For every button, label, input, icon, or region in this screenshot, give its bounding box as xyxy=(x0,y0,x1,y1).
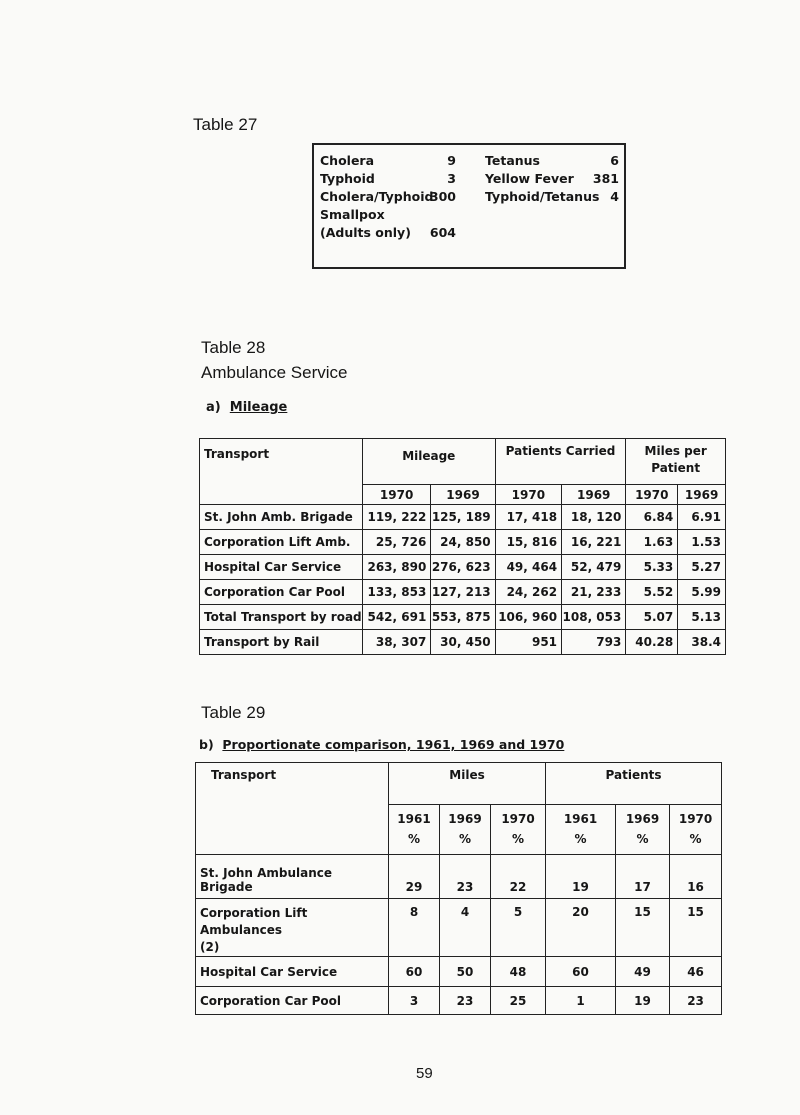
t29-h-p69: 1969 % xyxy=(616,805,670,855)
t28-y1970-mileage: 1970 xyxy=(362,485,430,505)
cell: 38.4 xyxy=(678,630,726,655)
table29 xyxy=(195,762,722,1015)
table-row xyxy=(196,957,722,987)
cell: 133, 853 xyxy=(362,580,430,605)
cell: 1.63 xyxy=(626,530,678,555)
cell: 5 xyxy=(491,899,546,957)
cell: 46 xyxy=(670,957,722,987)
t28-y1969-mpp: 1969 xyxy=(678,485,726,505)
cell: 49, 464 xyxy=(495,555,561,580)
page-number: 59 xyxy=(416,1065,433,1082)
cell: 5.27 xyxy=(678,555,726,580)
cell: 951 xyxy=(495,630,561,655)
cell: 6.84 xyxy=(626,505,678,530)
row-name: Corporation Car Pool xyxy=(196,987,389,1015)
cell: 793 xyxy=(562,630,626,655)
table29-title: Table 29 xyxy=(201,703,266,722)
cell: 5.07 xyxy=(626,605,678,630)
cell: 106, 960 xyxy=(495,605,561,630)
row-name: St. John Amb. Brigade xyxy=(200,505,363,530)
table-row xyxy=(196,899,722,957)
row-name: Hospital Car Service xyxy=(200,555,363,580)
cell: 15, 816 xyxy=(495,530,561,555)
cell: 6.91 xyxy=(678,505,726,530)
t28-header-mileage: Mileage xyxy=(362,439,495,485)
cell: 23 xyxy=(440,987,491,1015)
cell: 5.52 xyxy=(626,580,678,605)
cell: 1 xyxy=(546,987,616,1015)
table27-box: Cholera 9 Typhoid 3 Cholera/Typhoid 300 Smallpox (Adults only) 604 Tetanus 6 Yellow Fever 381 Typhoid/Tetanus 4 xyxy=(312,143,626,269)
table28-subtitle: Ambulance Service xyxy=(201,363,348,382)
cell: 48 xyxy=(491,957,546,987)
table-row xyxy=(200,555,726,580)
table27-title: Table 27 xyxy=(193,115,258,134)
cell: 23 xyxy=(670,987,722,1015)
cell: 1.53 xyxy=(678,530,726,555)
row-name: Corporation Car Pool xyxy=(200,580,363,605)
cell: 25, 726 xyxy=(362,530,430,555)
table-row xyxy=(200,605,726,630)
cell: 4 xyxy=(440,899,491,957)
cell: 17 xyxy=(616,855,670,899)
cell: 24, 262 xyxy=(495,580,561,605)
cell: 60 xyxy=(546,957,616,987)
t28-y1970-mpp: 1970 xyxy=(626,485,678,505)
cell: 60 xyxy=(389,957,440,987)
t28-header-transport: Transport xyxy=(200,439,363,505)
table-row xyxy=(200,630,726,655)
cell: 22 xyxy=(491,855,546,899)
cell: 16, 221 xyxy=(562,530,626,555)
row-name: St. John Ambulance Brigade xyxy=(196,855,389,899)
table-row xyxy=(200,580,726,605)
cell: 18, 120 xyxy=(562,505,626,530)
table28-section: a) Mileage xyxy=(206,400,288,415)
table-row xyxy=(196,987,722,1015)
cell: 50 xyxy=(440,957,491,987)
table28 xyxy=(199,438,726,655)
cell: 52, 479 xyxy=(562,555,626,580)
cell: 24, 850 xyxy=(431,530,495,555)
cell: 21, 233 xyxy=(562,580,626,605)
cell: 15 xyxy=(616,899,670,957)
cell: 553, 875 xyxy=(431,605,495,630)
t29-header-transport: Transport xyxy=(196,763,389,855)
cell: 29 xyxy=(389,855,440,899)
t28-y1969-mileage: 1969 xyxy=(431,485,495,505)
t28-y1969-patients: 1969 xyxy=(562,485,626,505)
t29-h-m70: 1970 % xyxy=(491,805,546,855)
t29-header-patients: Patients xyxy=(546,763,722,805)
table-row xyxy=(200,530,726,555)
cell: 17, 418 xyxy=(495,505,561,530)
cell: 15 xyxy=(670,899,722,957)
table-row xyxy=(196,855,722,899)
t29-h-m61: 1961 % xyxy=(389,805,440,855)
row-name: Transport by Rail xyxy=(200,630,363,655)
t28-header-patients: Patients Carried xyxy=(495,439,626,485)
cell: 49 xyxy=(616,957,670,987)
t29-h-p61: 1961 % xyxy=(546,805,616,855)
cell: 38, 307 xyxy=(362,630,430,655)
cell: 108, 053 xyxy=(562,605,626,630)
cell: 5.33 xyxy=(626,555,678,580)
t28-header-miles-per: Miles per Patient xyxy=(626,439,726,485)
cell: 263, 890 xyxy=(362,555,430,580)
cell: 16 xyxy=(670,855,722,899)
cell: 8 xyxy=(389,899,440,957)
cell: 25 xyxy=(491,987,546,1015)
t29-h-m69: 1969 % xyxy=(440,805,491,855)
cell: 40.28 xyxy=(626,630,678,655)
cell: 276, 623 xyxy=(431,555,495,580)
cell: 5.13 xyxy=(678,605,726,630)
cell: 19 xyxy=(546,855,616,899)
table28-title: Table 28 xyxy=(201,338,266,357)
row-name: Corporation Lift Ambulances (2) xyxy=(196,899,389,957)
row-name: Total Transport by road xyxy=(200,605,363,630)
cell: 3 xyxy=(389,987,440,1015)
cell: 125, 189 xyxy=(431,505,495,530)
cell: 30, 450 xyxy=(431,630,495,655)
t28-y1970-patients: 1970 xyxy=(495,485,561,505)
table-row xyxy=(200,505,726,530)
row-name: Corporation Lift Amb. xyxy=(200,530,363,555)
table29-section: b) Proportionate comparison, 1961, 1969 and 1970 xyxy=(199,737,565,752)
cell: 23 xyxy=(440,855,491,899)
t29-h-p70: 1970 % xyxy=(670,805,722,855)
cell: 542, 691 xyxy=(362,605,430,630)
cell: 119, 222 xyxy=(362,505,430,530)
row-name: Hospital Car Service xyxy=(196,957,389,987)
cell: 19 xyxy=(616,987,670,1015)
cell: 20 xyxy=(546,899,616,957)
cell: 127, 213 xyxy=(431,580,495,605)
t29-header-miles: Miles xyxy=(389,763,546,805)
cell: 5.99 xyxy=(678,580,726,605)
